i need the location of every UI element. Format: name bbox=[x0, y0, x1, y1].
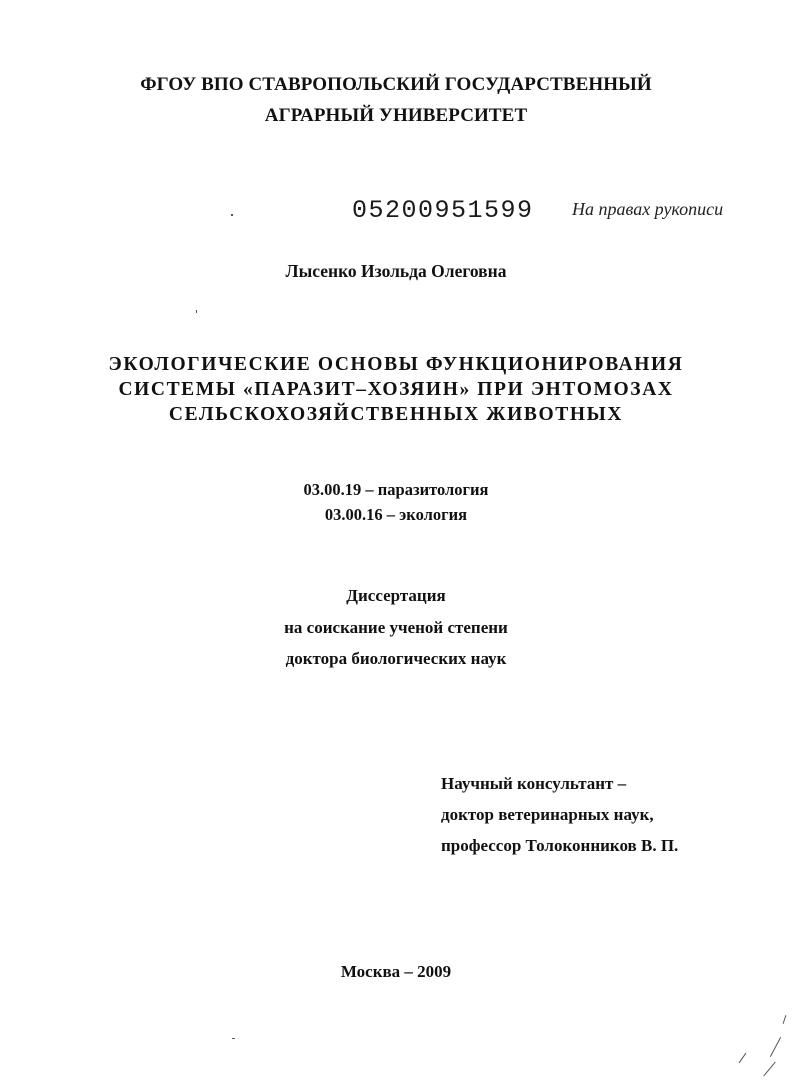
consultant-line-3: профессор Толоконников В. П. bbox=[441, 836, 679, 855]
title-line-1: ЭКОЛОГИЧЕСКИЕ ОСНОВЫ ФУНКЦИОНИРОВАНИЯ bbox=[108, 354, 684, 375]
consultant-line-1: Научный консультант – bbox=[441, 774, 627, 793]
consultant-line-2: доктор ветеринарных наук, bbox=[441, 805, 654, 824]
specialty-parasitology: 03.00.19 – паразитология bbox=[303, 480, 489, 499]
serial-number: 05200951599 bbox=[352, 196, 534, 225]
institution-line-2: АГРАРНЫЙ УНИВЕРСИТЕТ bbox=[264, 105, 528, 126]
dissertation-field-line: доктора биологических наук bbox=[285, 649, 507, 668]
title-line-3: СЕЛЬСКОХОЗЯЙСТВЕННЫХ ЖИВОТНЫХ bbox=[168, 404, 624, 425]
scan-speck bbox=[739, 1053, 747, 1063]
scan-speck bbox=[783, 1015, 787, 1024]
scan-speck bbox=[196, 310, 197, 313]
scan-speck bbox=[231, 214, 233, 216]
manuscript-note: На правах рукописи bbox=[572, 199, 724, 219]
scan-speck bbox=[232, 1038, 235, 1039]
institution-line-1: ФГОУ ВПО СТАВРОПОЛЬСКИЙ ГОСУДАРСТВЕННЫЙ bbox=[140, 74, 652, 95]
scan-speck bbox=[763, 1062, 775, 1076]
title-line-2: СИСТЕМЫ «ПАРАЗИТ–ХОЗЯИН» ПРИ ЭНТОМОЗАХ bbox=[118, 379, 674, 400]
author-name: Лысенко Изольда Олеговна bbox=[285, 261, 507, 281]
scan-speck bbox=[770, 1037, 781, 1057]
dissertation-degree-line: на соискание ученой степени bbox=[284, 618, 508, 637]
specialty-ecology: 03.00.16 – экология bbox=[324, 505, 468, 524]
place-year: Москва – 2009 bbox=[340, 962, 452, 981]
dissertation-heading: Диссертация bbox=[346, 586, 446, 605]
